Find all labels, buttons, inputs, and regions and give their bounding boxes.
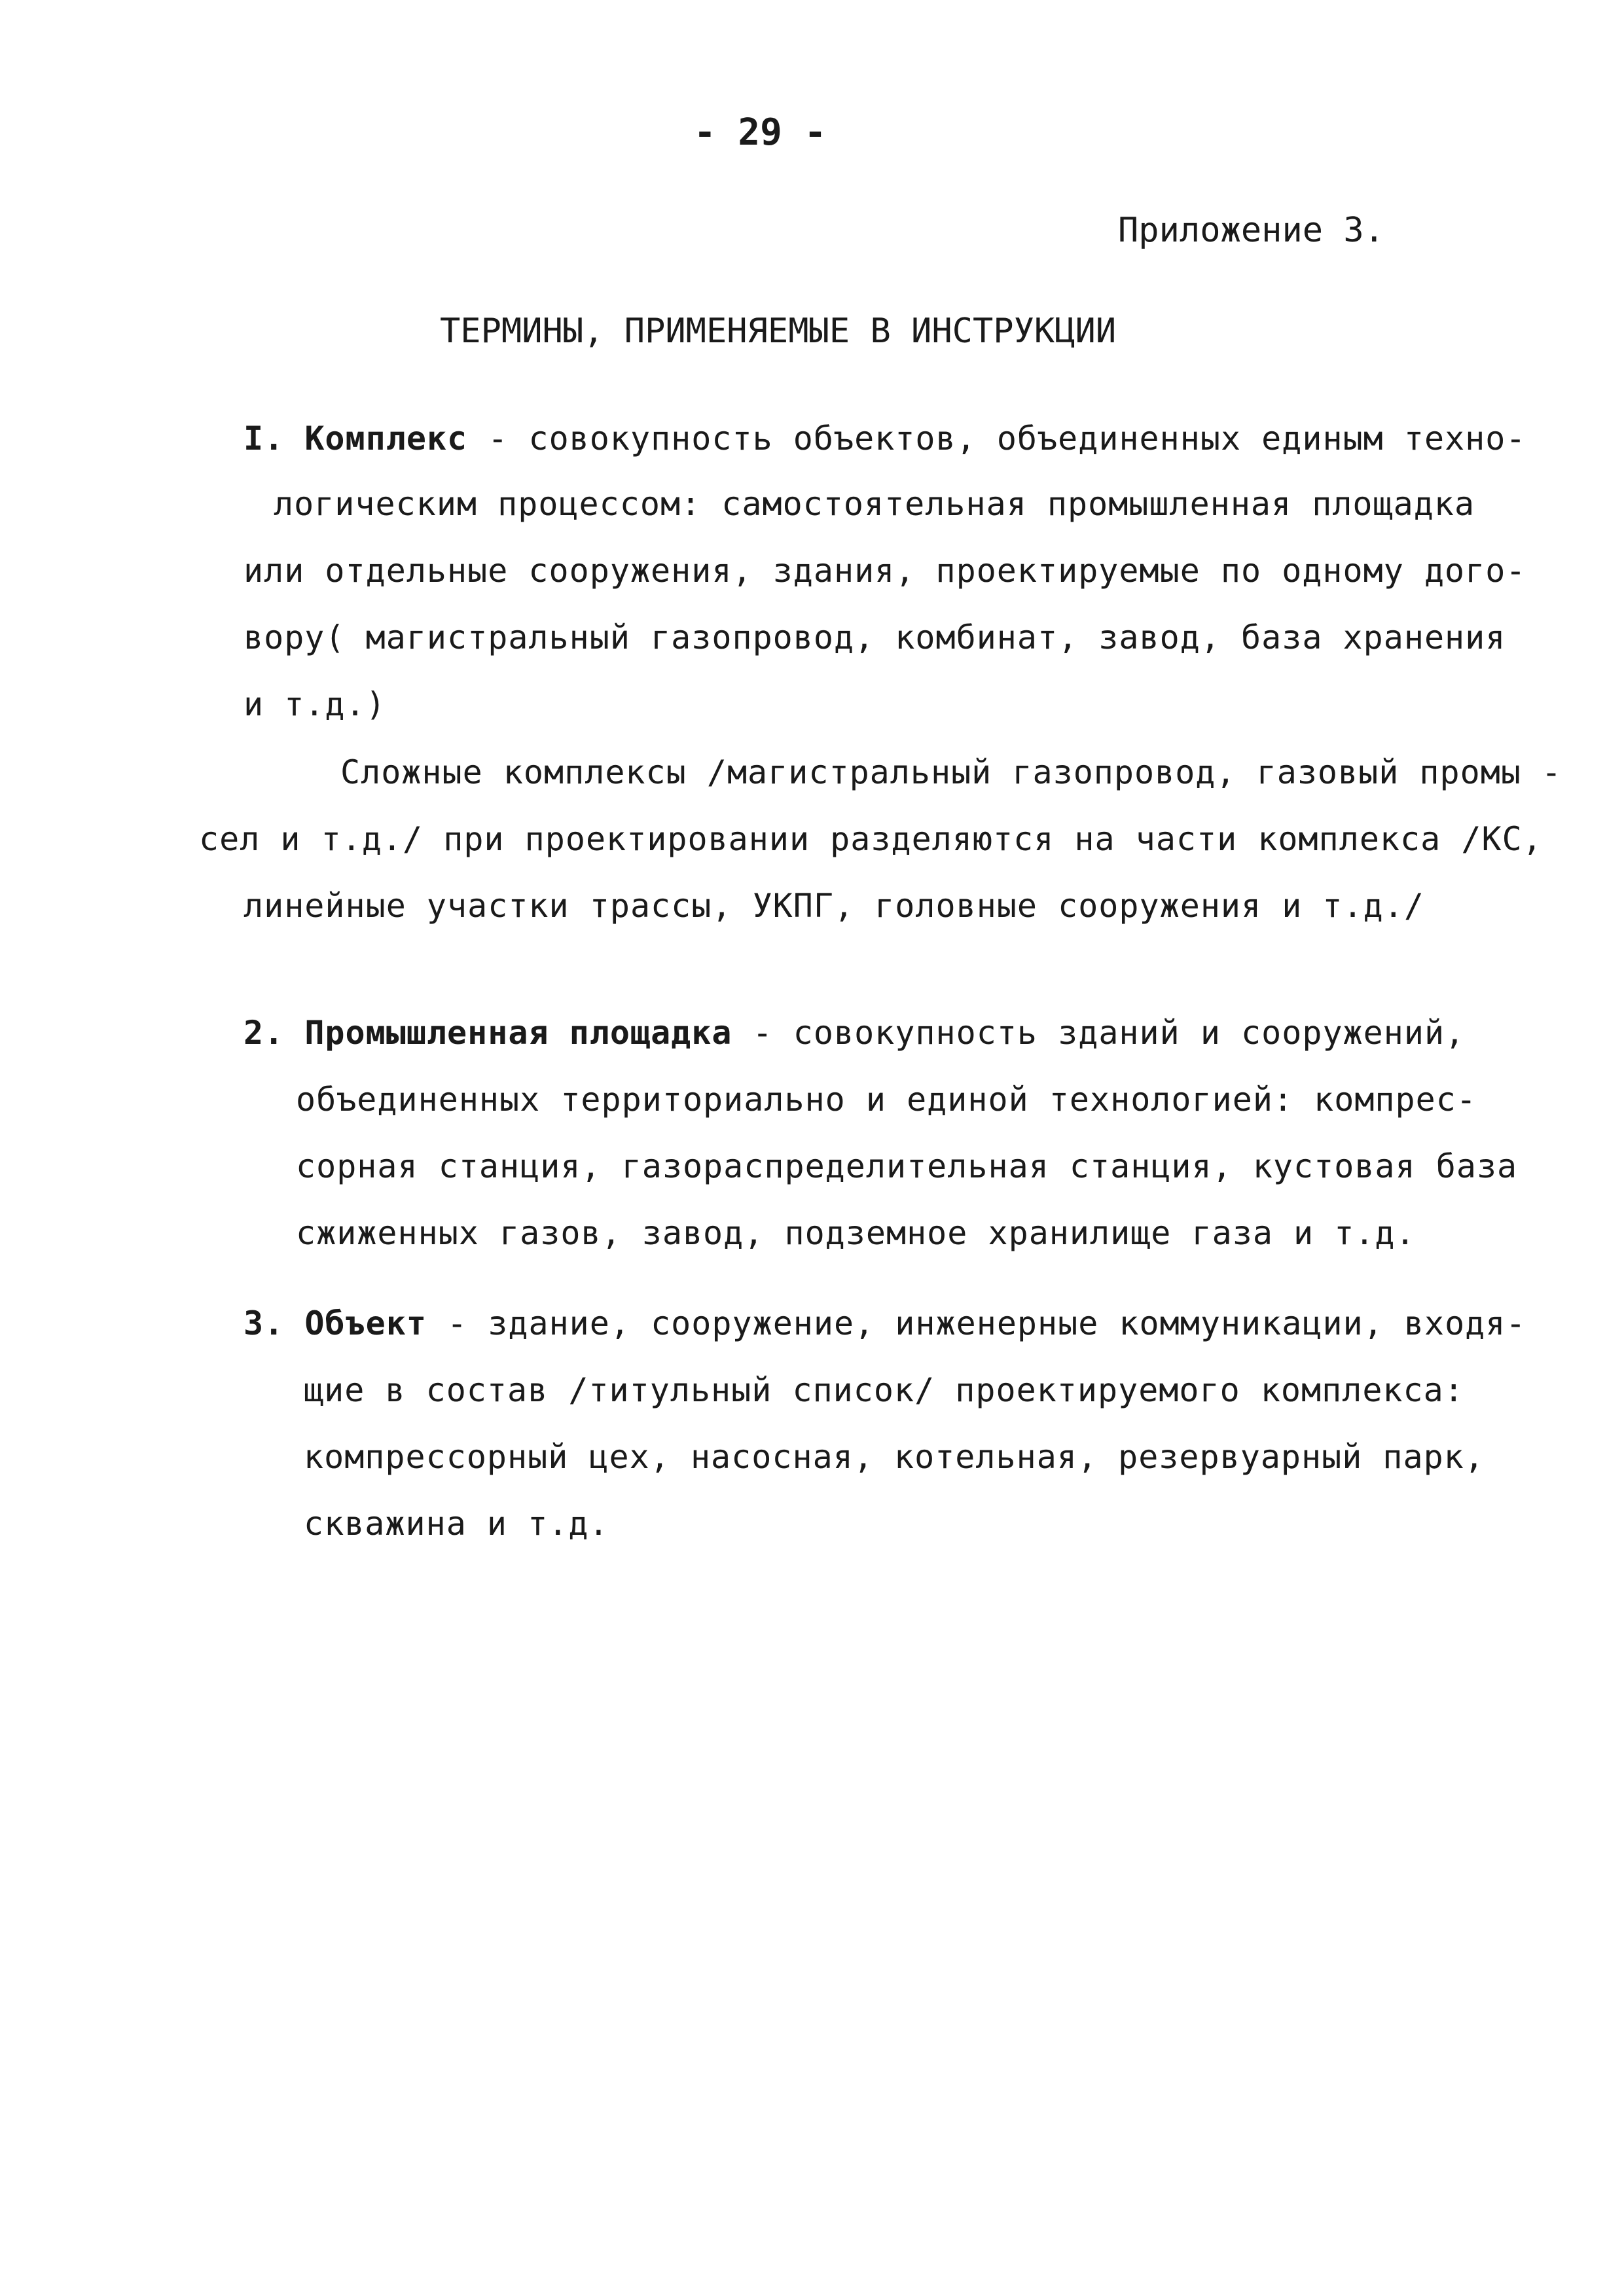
- item-1-first-line: [244, 419, 1526, 458]
- appendix-label: Приложение 3.: [1118, 211, 1384, 250]
- item-2-definition-line-3: сорная станция, газораспределительная станция, кустовая база: [296, 1147, 1518, 1185]
- item-1-term: Комплекс: [304, 420, 468, 457]
- item-1-definition-line-3: или отдельные сооружения, здания, проектируемые по одному дого-: [244, 552, 1526, 590]
- item-2-definition-line-1: - совокупность зданий и сооружений,: [732, 1014, 1466, 1052]
- item-3-definition-line-2: щие в состав /титульный список/ проектируемого комплекса:: [304, 1371, 1464, 1409]
- item-3-number: 3.: [244, 1304, 285, 1342]
- item-2-definition-line-2: объединенных территориально и единой технологией: компрес-: [296, 1081, 1477, 1119]
- item-1-definition-line-2: логическим процессом: самостоятельная промышленная площадка: [274, 485, 1475, 523]
- item-1-note-line-1: Сложные комплексы /магистральный газопровод, газовый промы -: [340, 753, 1562, 791]
- item-3-definition-line-3: компрессорный цех, насосная, котельная, резервуарный парк,: [304, 1438, 1485, 1476]
- item-2-number: 2.: [244, 1014, 285, 1052]
- item-2-definition-line-4: сжиженных газов, завод, подземное хранилище газа и т.д.: [296, 1214, 1416, 1252]
- item-3-first-line: [244, 1304, 1526, 1343]
- item-1-definition-line-1: - совокупность объектов, объединенных единым техно-: [467, 420, 1526, 457]
- item-1-definition-line-5: и т.д.): [244, 685, 386, 723]
- item-1-definition-line-4: вору( магистральный газопровод, комбинат, завод, база хранения: [244, 619, 1506, 656]
- item-1-note-line-2: сел и т.д./ при проектировании разделяются на части комплекса /КС,: [199, 820, 1543, 858]
- item-2-first-line: [244, 1013, 1465, 1052]
- item-2-term: Промышленная площадка: [304, 1014, 732, 1052]
- item-3-term: Объект: [304, 1304, 427, 1342]
- item-1-note-line-3: линейные участки трассы, УКПГ, головные сооружения и т.д./: [244, 887, 1424, 925]
- item-3-definition-line-1: - здание, сооружение, инженерные коммуникации, входя-: [426, 1304, 1526, 1342]
- page-number: - 29 -: [694, 111, 827, 154]
- item-3-definition-line-4: скважина и т.д.: [304, 1505, 609, 1543]
- item-1-number: I.: [244, 420, 285, 457]
- document-title: ТЕРМИНЫ, ПРИМЕНЯЕМЫЕ В ИНСТРУКЦИИ: [440, 312, 1117, 351]
